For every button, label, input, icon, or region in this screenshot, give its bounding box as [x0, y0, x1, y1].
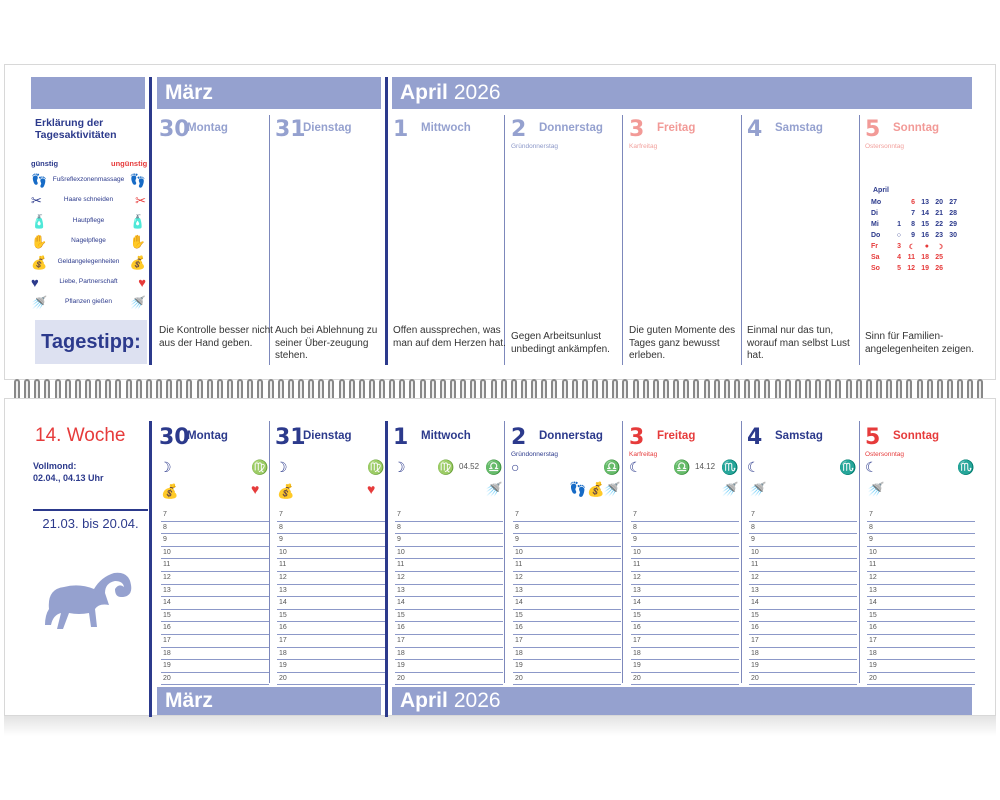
hour-row[interactable]: 17 — [277, 635, 385, 648]
hour-row[interactable]: 8 — [277, 522, 385, 535]
hour-row[interactable]: 12 — [867, 572, 975, 585]
day-tip: Sinn für Familien-angelegenheiten zeigen. — [865, 331, 974, 355]
planner-wednesday[interactable]: 1 Mittwoch ☽ ♍ 04.52 ♎ 🚿 7 8 9 10 11 12 13 14 15 16 17 18 19 20 — [393, 425, 511, 685]
moon-crescent-icon: ☽ — [393, 459, 406, 475]
hour-row[interactable]: 17 — [513, 635, 621, 648]
full-moon-info: Vollmond: 02.04., 04.13 Uhr — [33, 461, 104, 483]
full-moon-icon: ○ — [511, 459, 520, 475]
scissors-icon: ✂ — [135, 193, 146, 208]
watering-can-icon: 🚿 — [867, 481, 885, 497]
foot-icon: 👣 — [31, 173, 48, 188]
sign-change-time: 14.12 — [695, 462, 716, 471]
hour-row[interactable]: 19 — [749, 660, 857, 673]
hour-row[interactable]: 20 — [277, 673, 385, 686]
legend-item: ✋ Nagelpflege ✋ — [31, 234, 146, 249]
planner-sunday[interactable]: 5 Sonntag Ostersonntag ☾ ♏ 🚿 7 8 9 10 11 12 13 14 15 16 17 18 19 20 — [865, 425, 983, 685]
hour-row[interactable]: 14 — [277, 597, 385, 610]
hour-row[interactable]: 18 — [867, 648, 975, 661]
hour-row[interactable]: 16 — [867, 622, 975, 635]
hour-row[interactable]: 16 — [161, 622, 269, 635]
sign-change-time: 04.52 — [459, 462, 480, 471]
hour-row[interactable]: 16 — [277, 622, 385, 635]
bottom-page — [4, 398, 996, 716]
hour-row[interactable]: 10 — [867, 547, 975, 560]
watering-can-icon: 🚿 — [749, 481, 767, 497]
money-bag-icon: 💰 — [587, 481, 605, 497]
hour-row[interactable]: 15 — [513, 610, 621, 623]
hour-row[interactable]: 12 — [513, 572, 621, 585]
hour-row[interactable]: 17 — [749, 635, 857, 648]
hour-row[interactable]: 13 — [395, 585, 503, 598]
hour-row[interactable]: 15 — [161, 610, 269, 623]
legend-band — [31, 77, 145, 109]
hour-row[interactable]: 12 — [395, 572, 503, 585]
legend-item: 💰 Geldangelegenheiten 💰 — [31, 255, 146, 270]
foot-icon: 👣 — [569, 481, 587, 497]
hour-row[interactable]: 19 — [395, 660, 503, 673]
hour-row[interactable]: 18 — [277, 648, 385, 661]
heart-icon: ♥ — [138, 275, 146, 290]
hour-row[interactable]: 11 — [277, 559, 385, 572]
day-tip: Einmal nur das tun, worauf man selbst Lust hat. — [747, 325, 850, 361]
month-label: März — [165, 81, 213, 104]
hour-row[interactable]: 12 — [631, 572, 739, 585]
day-tip: Offen aussprechen, was man auf dem Herzen hat. — [393, 325, 506, 349]
money-bag-icon: 💰 — [31, 255, 48, 270]
hour-row[interactable]: 8 — [161, 522, 269, 535]
hour-row[interactable]: 20 — [513, 673, 621, 686]
month-label: April 2026 — [400, 81, 501, 104]
month-label: April 2026 — [400, 689, 501, 712]
hour-row[interactable]: 16 — [395, 622, 503, 635]
watering-can-icon: 🚿 — [721, 481, 739, 497]
hour-row[interactable]: 11 — [631, 559, 739, 572]
hour-row[interactable]: 20 — [395, 673, 503, 686]
hour-row[interactable]: 7 — [277, 509, 385, 522]
zodiac-range: 21.03. bis 20.04. — [33, 509, 148, 531]
top-page: März April 2026 Erklärung der Tagesaktivitäten günstig ungünstig 👣 Fußreflexzonenmassage 👣 ✂ Haare schneiden ✂ 🧴 Hautpflege 🧴 ✋ Nagelpflege ✋ 💰 Geldangelegenheiten 💰 ♥ Liebe, Partnerschaft ♥ 🚿 Pflanzen gießen 🚿 Tagestipp: 30 Montag Die Kontrolle besser nicht aus der Hand geben. 31 Dienstag Auch bei Ablehnung zu seiner Über-zeugung stehen. 1 Mittwoch Offen aussprechen, was man auf dem Herzen hat. 2 Donnerstag Gründonnerstag Gegen Arbeitsunlust unbedingt ankämpfen. 3 Freitag Karfreitag Die guten Momente des Tages ganz bewusst erleben. 4 Samstag Einmal nur das tun, worauf man selbst Lust hat. 5 Sonntag Ostersonntag Sinn für Familien-angelegenheiten zeigen. April Mo 6 13 20 27 Di 7 14 21 28 Mi 1 8 15 22 29 Do ○ 9 16 23 30 Fr 3 ☾ ● ☽ Sa 4 11 18 25 So 5 12 19 26 — [4, 64, 996, 380]
legend-good: günstig — [31, 159, 59, 168]
virgo-icon: ♍ — [251, 459, 269, 475]
scorpio-icon: ♏ — [839, 459, 857, 475]
moon-waning-icon: ☾ — [629, 459, 642, 475]
hour-row[interactable]: 9 — [867, 534, 975, 547]
legend-item: 👣 Fußreflexzonenmassage 👣 — [31, 173, 146, 188]
day-tuesday[interactable]: 31 Dienstag Auch bei Ablehnung zu seiner Über-zeugung stehen. — [275, 117, 393, 367]
hour-row[interactable]: 12 — [749, 572, 857, 585]
hour-row[interactable]: 15 — [395, 610, 503, 623]
hour-row[interactable]: 14 — [749, 597, 857, 610]
hour-row[interactable]: 11 — [749, 559, 857, 572]
day-sunday[interactable]: 5 Sonntag Ostersonntag Sinn für Familien-angelegenheiten zeigen. — [865, 117, 983, 367]
hour-row[interactable]: 13 — [749, 585, 857, 598]
watering-can-icon: 🚿 — [603, 481, 621, 497]
hour-row[interactable]: 8 — [513, 522, 621, 535]
hour-row[interactable]: 7 — [749, 509, 857, 522]
lotion-icon: 🧴 — [31, 214, 48, 229]
heart-icon: ♥ — [367, 481, 376, 497]
hour-row[interactable]: 18 — [395, 648, 503, 661]
libra-icon: ♎ — [673, 459, 691, 475]
scissors-icon: ✂ — [31, 193, 42, 208]
hour-row[interactable]: 11 — [867, 559, 975, 572]
hour-row[interactable]: 20 — [631, 673, 739, 686]
divider — [149, 77, 152, 365]
hour-row[interactable]: 10 — [513, 547, 621, 560]
hour-row[interactable]: 20 — [161, 673, 269, 686]
libra-icon: ♎ — [485, 459, 503, 475]
hour-row[interactable]: 9 — [513, 534, 621, 547]
band-maerz-bottom — [157, 687, 381, 715]
legend-bad: ungünstig — [111, 159, 148, 168]
hour-row[interactable]: 10 — [277, 547, 385, 560]
hour-row[interactable]: 9 — [395, 534, 503, 547]
band-april-bottom — [392, 687, 972, 715]
libra-icon: ♎ — [603, 459, 621, 475]
hour-row[interactable]: 19 — [631, 660, 739, 673]
planner-thursday[interactable]: 2 Donnerstag Gründonnerstag ○ ♎ 👣 💰 🚿 7 8 9 10 11 12 13 14 15 16 17 18 19 20 — [511, 425, 629, 685]
hour-row[interactable]: 13 — [867, 585, 975, 598]
hour-row[interactable]: 16 — [749, 622, 857, 635]
nail-icon: ✋ — [129, 234, 146, 249]
hour-row[interactable]: 10 — [395, 547, 503, 560]
hour-row[interactable]: 8 — [395, 522, 503, 535]
day-tip: Die Kontrolle besser nicht aus der Hand geben. — [159, 325, 273, 349]
hour-row[interactable]: 8 — [867, 522, 975, 535]
hour-row[interactable]: 13 — [513, 585, 621, 598]
divider — [149, 421, 152, 717]
planner-friday[interactable]: 3 Freitag Karfreitag ☾ ♎ 14.12 ♏ 🚿 7 8 9 10 11 12 13 14 15 16 17 18 19 20 — [629, 425, 747, 685]
hour-row[interactable]: 12 — [277, 572, 385, 585]
hour-row[interactable]: 10 — [749, 547, 857, 560]
day-friday[interactable]: 3 Freitag Karfreitag Die guten Momente des Tages ganz bewusst erleben. — [629, 117, 747, 367]
planner-saturday[interactable]: 4 Samstag ☾ ♏ 🚿 7 8 9 10 11 12 13 14 15 16 17 18 19 20 — [747, 425, 865, 685]
legend-item: 🚿 Pflanzen gießen 🚿 — [31, 295, 146, 310]
hour-row[interactable]: 11 — [161, 559, 269, 572]
planner-monday[interactable]: 30 Montag ☽ ♍ 💰 ♥ 7 8 9 10 11 12 13 14 15 16 17 18 19 20 — [159, 425, 277, 685]
virgo-icon: ♍ — [367, 459, 385, 475]
lotion-icon: 🧴 — [129, 214, 146, 229]
hour-row[interactable]: 10 — [161, 547, 269, 560]
legend-title: Erklärung der Tagesaktivitäten — [35, 117, 117, 141]
hour-row[interactable]: 9 — [277, 534, 385, 547]
nail-icon: ✋ — [31, 234, 48, 249]
heart-icon: ♥ — [31, 275, 39, 290]
virgo-icon: ♍ — [437, 459, 455, 475]
hour-row[interactable]: 10 — [631, 547, 739, 560]
hour-row[interactable]: 8 — [631, 522, 739, 535]
hour-row[interactable]: 11 — [395, 559, 503, 572]
hour-row[interactable]: 11 — [513, 559, 621, 572]
hour-row[interactable]: 20 — [749, 673, 857, 686]
legend-item: ♥ Liebe, Partnerschaft ♥ — [31, 275, 146, 290]
hour-row[interactable]: 17 — [867, 635, 975, 648]
day-saturday[interactable]: 4 Samstag Einmal nur das tun, worauf man selbst Lust hat. — [747, 117, 865, 367]
tagestipp-label: Tagestipp: — [35, 320, 147, 364]
hour-row[interactable]: 19 — [867, 660, 975, 673]
hour-row[interactable]: 17 — [631, 635, 739, 648]
hour-row[interactable]: 17 — [161, 635, 269, 648]
hour-row[interactable]: 19 — [277, 660, 385, 673]
hour-row[interactable]: 7 — [161, 509, 269, 522]
day-monday[interactable]: 30 Montag Die Kontrolle besser nicht aus der Hand geben. — [159, 117, 273, 349]
legend-item: 🧴 Hautpflege 🧴 — [31, 214, 146, 229]
moon-waning-icon: ☾ — [865, 459, 878, 475]
hour-row[interactable]: 9 — [631, 534, 739, 547]
hour-row[interactable]: 14 — [395, 597, 503, 610]
money-bag-icon: 💰 — [161, 483, 179, 499]
band-maerz-top — [157, 77, 381, 109]
hour-row[interactable]: 18 — [161, 648, 269, 661]
day-tip: Die guten Momente des Tages ganz bewusst erleben. — [629, 325, 736, 361]
day-wednesday[interactable]: 1 Mittwoch Offen aussprechen, was man auf dem Herzen hat. — [393, 117, 511, 367]
day-tip: Auch bei Ablehnung zu seiner Über-zeugung stehen. — [275, 325, 378, 361]
hour-row[interactable]: 13 — [277, 585, 385, 598]
hour-row[interactable]: 15 — [277, 610, 385, 623]
hour-row[interactable]: 20 — [867, 673, 975, 686]
hour-row[interactable]: 14 — [513, 597, 621, 610]
hour-row[interactable]: 14 — [161, 597, 269, 610]
scorpio-icon: ♏ — [957, 459, 975, 475]
hour-row[interactable]: 19 — [513, 660, 621, 673]
hour-row[interactable]: 15 — [749, 610, 857, 623]
hour-row[interactable]: 12 — [161, 572, 269, 585]
foot-icon: 👣 — [129, 173, 146, 188]
hour-row[interactable]: 9 — [749, 534, 857, 547]
hour-row[interactable]: 16 — [631, 622, 739, 635]
hour-row[interactable]: 7 — [395, 509, 503, 522]
watering-can-icon: 🚿 — [129, 295, 146, 310]
hour-row[interactable]: 13 — [161, 585, 269, 598]
month-label: März — [165, 689, 213, 712]
hour-row[interactable]: 7 — [867, 509, 975, 522]
hour-row[interactable]: 17 — [395, 635, 503, 648]
hour-row[interactable]: 16 — [513, 622, 621, 635]
money-bag-icon: 💰 — [277, 483, 295, 499]
day-thursday[interactable]: 2 Donnerstag Gründonnerstag Gegen Arbeitsunlust unbedingt ankämpfen. — [511, 117, 629, 367]
watering-can-icon: 🚿 — [31, 295, 48, 310]
heart-icon: ♥ — [251, 481, 260, 497]
hour-row[interactable]: 15 — [631, 610, 739, 623]
aries-ram-icon — [39, 559, 139, 639]
hour-row[interactable]: 8 — [749, 522, 857, 535]
hour-row[interactable]: 14 — [867, 597, 975, 610]
watering-can-icon: 🚿 — [485, 481, 503, 497]
money-bag-icon: 💰 — [129, 255, 146, 270]
hour-row[interactable]: 18 — [513, 648, 621, 661]
moon-crescent-icon: ☽ — [159, 459, 172, 475]
hour-row[interactable]: 14 — [631, 597, 739, 610]
mini-calendar-title: April — [873, 187, 889, 194]
band-april-top — [392, 77, 972, 109]
planner-tuesday[interactable]: 31 Dienstag ☽ ♍ 💰 ♥ 7 8 9 10 11 12 13 14 15 16 17 18 19 20 — [275, 425, 393, 685]
legend-item: ✂ Haare schneiden ✂ — [31, 193, 146, 208]
hour-row[interactable]: 15 — [867, 610, 975, 623]
moon-waning-icon: ☾ — [747, 459, 760, 475]
day-tip: Gegen Arbeitsunlust unbedingt ankämpfen. — [511, 331, 610, 355]
hour-row[interactable]: 7 — [513, 509, 621, 522]
hour-row[interactable]: 19 — [161, 660, 269, 673]
hour-row[interactable]: 9 — [161, 534, 269, 547]
scorpio-icon: ♏ — [721, 459, 739, 475]
week-label: 14. Woche — [35, 425, 126, 446]
hour-row[interactable]: 18 — [749, 648, 857, 661]
moon-crescent-icon: ☽ — [275, 459, 288, 475]
hour-row[interactable]: 7 — [631, 509, 739, 522]
hour-row[interactable]: 13 — [631, 585, 739, 598]
hour-row[interactable]: 18 — [631, 648, 739, 661]
